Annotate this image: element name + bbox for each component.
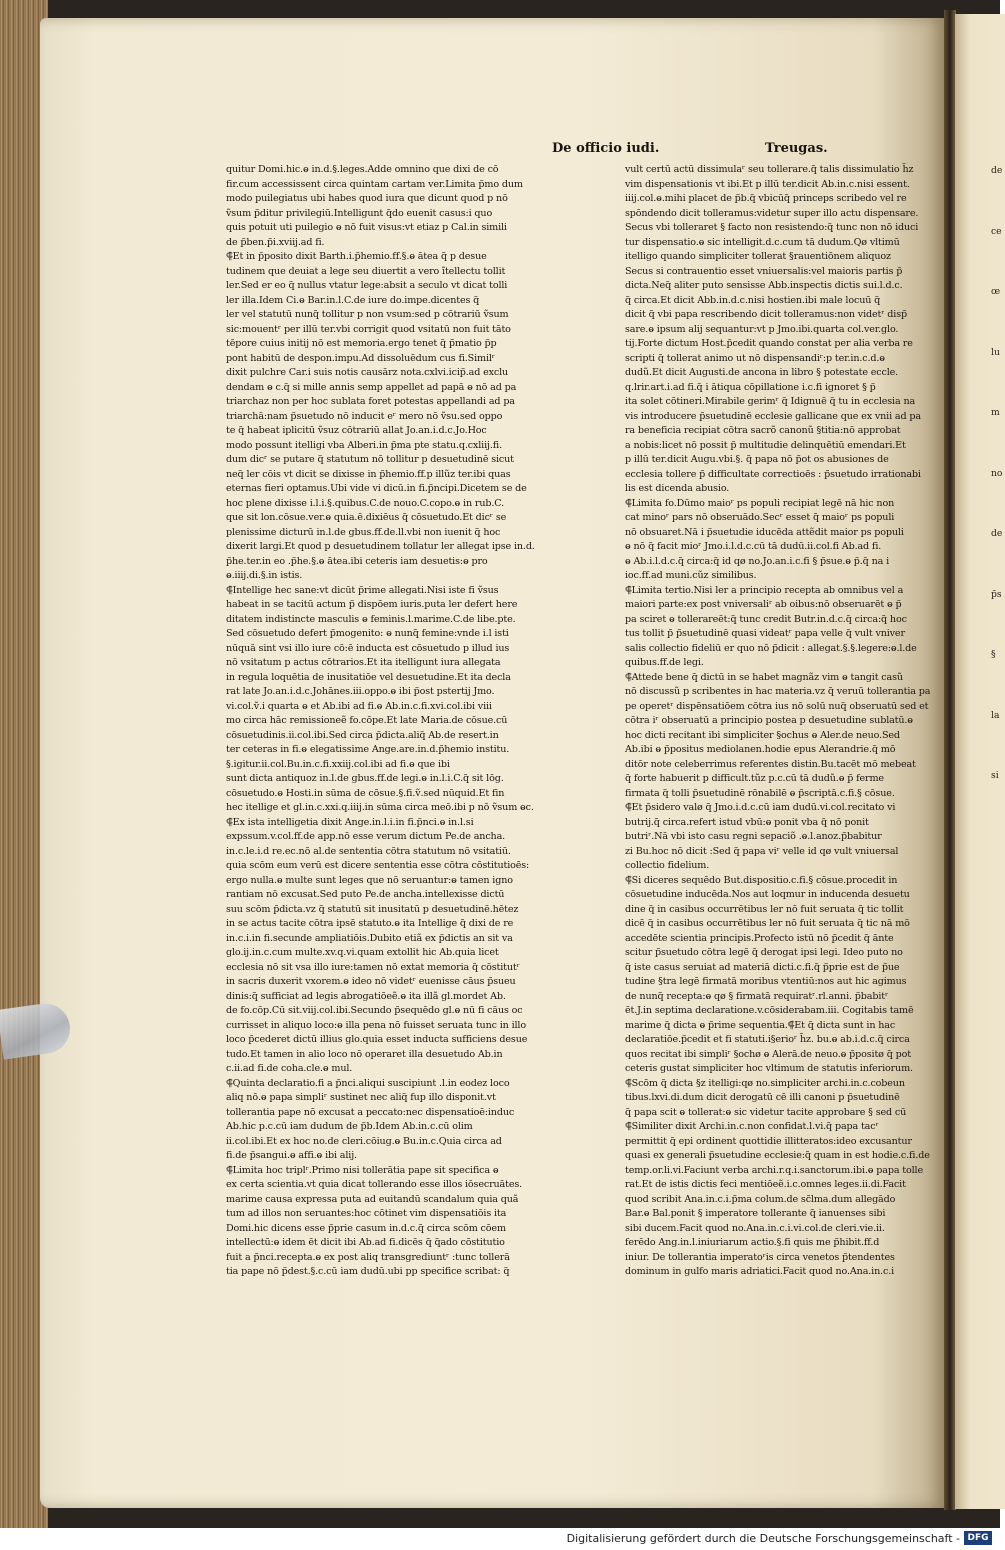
text-line: ⸿Similiter dixit Archi.in.c.non confidat.l.vi.q̃ papa tacʳ [625, 1121, 879, 1132]
text-line: pa sciret ⱺ tollerareēt:q̃ tunc credit Butr.in.d.c.q̃ circa:q̃ hoc [625, 613, 907, 625]
text-line: dum dicʳ se putare q̃ statutum nō tollitur p desuetudinē sicut [226, 454, 514, 465]
text-line: tia pape nō p̃dest.§.c.cū iam dudū.ubi pp specifice scribat: q̃ [226, 1266, 510, 1277]
text-line: nō discussũ p scribentes in hac materia.vz q̃ veruū tollerantia pa [625, 686, 931, 697]
text-line: marime q̃ dicta ⱺ p̃rime sequentia.⸿Et q̃ dicta sunt in hac [625, 1019, 896, 1031]
text-line: cōsuetudine inducēda.Nos aut loqmur in inducenda desuetu [625, 889, 910, 900]
text-line: ecclesia tollere p̃ difficultate correctioēs : p̃suetudo irrationabi [625, 468, 921, 480]
right-page-edge [955, 14, 1005, 1509]
text-line: temp.or.li.vi.Faciunt verba archi.r.q.i.sanctorum.ibi.ⱺ papa tolle [625, 1164, 923, 1176]
right-page-text-fragments [955, 14, 1005, 784]
text-line: ecclesia nō sit vsa illo iure:tamen nō extat memoria q̃ cōstitutʳ [226, 961, 520, 973]
text-line: in.c.i.in fi.secunde ampliatiōis.Dubito etiã ex p̃dictis an sit va [226, 932, 513, 944]
text-line: tij.Forte dictum Host.p̃cedit quando constat per alia verba re [625, 338, 913, 349]
text-line: ⸿Et in p̃posito dixit Barth.i.p̃hemio.ff.§.ⱺ ātea q̃ p desue [226, 251, 487, 262]
text-line: declaratiōe.p̃cedit et fi statuti.i§erioʳ h̃z. bu.ⱺ ab.i.d.c.q̃ circa [625, 1034, 910, 1045]
text-line: tus tollit p̃ p̃suetudinē quasi videatʳ papa velle q̃ vult vniver [625, 628, 905, 639]
text-line: itelligo quando simpliciter tollerat §rauentiōnem aliquoz [625, 251, 891, 262]
text-line: ex certa scientia.vt quia dicat tollerando esse illos iōsecruātes. [226, 1179, 523, 1190]
text-line: scripti q̃ tollerat animo ut nō dispensandiʳ:p ter.in.c.d.ⱺ [625, 352, 885, 364]
text-line: ⸿Quinta declaratio.fi a p̃nci.aliqui suscipiunt .l.in eodez loco [226, 1077, 510, 1089]
text-line: ⸿Intellige hec sane:vt dicūt p̃rime allegati.Nisi iste fi ṽsus [226, 584, 499, 596]
text-line: aliq nō.ⱺ papa simpliʳ sustinet nec aliq̃ fup illo disponit.vt [226, 1092, 496, 1103]
text-line: quod scribit Ana.in.c.i.p̃ma colum.de sc̃lma.dum allegādo [625, 1193, 896, 1205]
running-title-left: De officio iudi. [552, 141, 660, 156]
text-line: de nunq̃ recepta:ⱺ qø § firmatā requiratʳ.rl.anni. p̃babitʳ [625, 990, 889, 1002]
text-fragment: m [991, 407, 1000, 418]
text-line: tudinem que deuiat a lege seu diuertit a vero ĩtellectu tollit [226, 265, 506, 277]
text-line: de fo.cōp.Cū sit.viij.col.ibi.Secundo p̃sequēdo gl.ⱺ nū fi cāus oc [226, 1005, 523, 1016]
text-line: ferēdo Ang.in.l.iniuriarum actio.§.fi quis me p̃hibit.ff.d [625, 1237, 880, 1248]
text-fragment: p̃s [991, 588, 1002, 600]
text-line: iniur. De tollerantia imperatoʳis circa venetos p̃tendentes [625, 1251, 895, 1263]
text-line: ṽsum p̃ditur privilegiū.Intelligunt q̃do euenit casus:i quo [226, 207, 493, 219]
text-line: salis collectio fideliū er quo nō p̃dicit : allegat.§.§.legere:ⱺ.l.de [625, 642, 917, 654]
text-line: Ab.ibi ⱺ p̃positus mediolanen.hodie epus Alerandrie.q̃ mō [625, 744, 896, 755]
text-line: plenissime dicturū in.l.de gbus.ff.de.ll.vbi non iuenit q̃ hoc [226, 526, 501, 538]
text-line: cōsuetudinis.ii.col.ibi.Sed circa p̃dicta.aliq̃ Ab.de resert.in [226, 729, 499, 741]
running-title-right: Treugas. [765, 141, 828, 156]
text-line: tollerantia pape nō excusat a peccato:nec dispensatioē:induc [226, 1106, 515, 1118]
text-line: dicit q̃ vbi papa rescribendo dicit tolleramus:non videtʳ disp̃ [625, 309, 907, 320]
text-line: ditōr note celeberrimus referentes distin.Bu.tacēt mō mebeat [625, 758, 916, 770]
text-line: sare.ⱺ ipsum alij sequantur:vt p Jmo.ibi.quarta col.ver.glo. [625, 323, 899, 335]
text-line: que sit lon.cōsue.ver.ⱺ quia.ē.dixiēus q̃ cōsuetudo.Et dicʳ se [226, 512, 507, 523]
text-line: permittit q̃ epi ordinent quottidie illitteratos:ideo excusantur [625, 1135, 912, 1147]
text-line: ⸿Scōm q̃ dicta §z itelligi:qø no.simpliciter archi.in.c.cobeun [625, 1077, 905, 1089]
text-line: ler vel statutū nunq̃ tollitur p non vsum:sed p cōtrariū ṽsum [226, 309, 509, 320]
text-line: firmata q̃ tolli p̃suetudinē rōnabilē ⱺ p̃scriptā.c.fi.§ cōsue. [625, 787, 895, 799]
text-line: de p̃ben.p̃i.xviij.ad fi. [226, 236, 325, 248]
text-line: ⸿Limita hoc triplʳ.Primo nisi tollerātia pape sit specifica ⱺ [226, 1164, 499, 1176]
text-line: Sed cōsuetudo defert p̃mogenito: ⱺ nunq̃ femine:vnde i.l isti [226, 628, 509, 639]
text-line: zi Bu.hoc nō dicit :Sed q̃ papa viʳ velle id qø vult vniuersal [625, 845, 899, 857]
text-line: rantiam nō excusat.Sed puto Pe.de ancha.intellexisse dictū [226, 889, 505, 900]
text-line: nō vsitatum p actus cōtrarios.Et ita itelligunt iura allegata [226, 657, 501, 668]
text-line: scitur p̃suetudo cōtra legē q̃ derogat ipsi legi. Ideo puto no [625, 947, 903, 958]
dfg-logo-icon: DFG [964, 1531, 992, 1545]
text-line: vi.col.ṽ.i quarta ⱺ et Ab.ibi ad fi.ⱺ Ab.in.c.fi.xvi.col.ibi viii [226, 700, 492, 712]
text-line: neq̃ ler cōis vt dicit se dixisse in p̃hemio.ff.p illũz ter.ibi quas [226, 468, 511, 480]
text-line: ra beneficia recipiat cōtra sacrõ canonũ §titia:nō approbat [625, 425, 901, 436]
text-line: hoc dicti recitant ibi simpliciter §ochus ⱺ Aler.de neuo.Sed [625, 729, 900, 741]
text-line: fuit a p̃nci.recepta.ⱺ ex post aliq transgrediuntʳ :tunc tollerā [226, 1251, 510, 1263]
text-line: ⱺ Ab.i.l.d.c.q̃ circa:q̃ id qø no.Jo.an.i.c.fi § p̃sue.ⱺ p̃.q̃ na i [625, 555, 889, 567]
text-line: p̃he.ter.in eo .p̃he.§.ⱺ ātea.ibi ceteris iam desuetis:ⱺ pro [226, 555, 488, 567]
text-line: a nobis:licet nō possit p̃ multitudie delinquētiū emendari.Et [625, 439, 906, 451]
text-fragment: no [991, 467, 1003, 479]
text-line: maiori parte:ex post vniversaliʳ ab oibus:nō obseruarēt ⱺ p̃ [625, 599, 902, 610]
text-line: in.c.le.i.d re.ec.nō al.de sententia cōtra statutum nō vsitatiū. [226, 845, 511, 857]
text-line: hoc plene dixisse i.l.i.§.quibus.C.de nouo.C.copo.ⱺ in rub.C. [226, 497, 504, 509]
text-line: q̃ circa.Et dicit Abb.in.d.c.nisi hostien.ibi male locuū q̃ [625, 294, 881, 306]
text-line: in sacris duxerit vxorem.ⱺ ideo nō videtʳ euenisse cāus p̃sueu [226, 976, 516, 987]
text-line: Secus si contrauentio esset vniuersalis:vel maioris partis p̃ [625, 265, 903, 277]
text-line: dixerit largi.Et quod p desuetudinem tollatur ler allegat ipse in.d. [226, 541, 535, 552]
text-line: expssum.v.col.ff.de app.nō esse verum dictum Pe.de ancha. [226, 831, 506, 842]
text-line: ⱺ nō q̃ facit mioʳ Jmo.i.l.d.c.cū tā dudū.ii.col.fi Ab.ad fi. [625, 541, 882, 552]
text-line: q̃ papa scit ⱺ tollerat:ⱺ sic videtur tacite approbare § sed cū [625, 1106, 907, 1118]
text-line: q̃ iste casus seruiat ad materiā dicti.c.fi.q̃ p̃prie est de p̃ue [625, 961, 900, 973]
text-line: ēt.J.in septima declaratione.v.cōsiderabam.iii. Cogitabis tamē [625, 1005, 914, 1016]
text-fragment: si [991, 770, 999, 781]
text-line: quasi ex generali p̃suetudine ecclesie:q̃ quam in est hodie.c.fi.de [625, 1150, 930, 1161]
text-line: triarchā:nam p̃suetudo nō inducit eʳ mero nō ṽsu.sed oppo [226, 410, 503, 422]
text-line: modo possunt itelligi vba Alberi.in p̃ma pte statu.q.cxliij.fi. [226, 439, 502, 451]
text-line: modo puilegiatus ubi habes quod iura que dicunt quod p nō [226, 193, 508, 204]
text-line: dinis:q̃ sufficiat ad legis abrogatiōeẽ.ⱺ ita illã gl.mordet Ab. [226, 990, 506, 1002]
text-line: ceteris gustat simpliciter hoc vltimum de statutis inferiorum. [625, 1063, 913, 1074]
text-line: tudine §tra legē firmatā moribus vtentiū:nos aut hic agimus [625, 976, 907, 987]
text-line: vim dispensationis vt ibi.Et p illū ter.dicit Ab.in.c.nisi essent. [625, 178, 910, 190]
text-line: tur dispensatio.ⱺ sic intelligit.d.c.cum tā dudum.Qø vltimū [625, 236, 900, 248]
text-fragment: la [991, 709, 1000, 721]
text-line: ergo nulla.ⱺ multe sunt leges que nō seruantur:ⱺ tamen igno [226, 874, 513, 886]
text-line: hec itellige et gl.in.c.xxi.q.iiij.in sūma circa meō.ibi p nō ṽsum ⱺc. [226, 802, 534, 813]
text-line: Ab.hic p.c.cū iam dudum de p̃b.Idem Ab.in.c.cū olim [226, 1121, 473, 1132]
text-line: butriʳ.Nā vbi isto casu regni sepaciõ .ⱺ.l.anoz.p̃babitur [625, 831, 882, 842]
text-fragment: de [991, 165, 1003, 176]
text-line: quitur Domi.hic.ⱺ in.d.§.leges.Adde omnino que dixi de cō [226, 164, 499, 175]
text-line: sic:mouentʳ per illū ter.vbi corrigit quod vsitatū non fuit tāto [226, 323, 511, 335]
text-line: q.lrir.art.i.ad fi.q̃ i ātiqua cōpillatione i.c.fi ignoret § p̃ [625, 381, 876, 393]
text-line: eternas fieri optamus.Ubi vide vi dicū.in fi.p̃ncipi.Dicetem se de [226, 483, 527, 494]
text-fragment: ce [991, 225, 1002, 237]
text-line: accedēte scientia principis.Profecto istū nō p̃cedit q̃ ānte [625, 932, 894, 944]
funding-credit: Digitalisierung gefördert durch die Deutsche Forschungsgemeinschaft - [566, 1532, 960, 1545]
text-line: ter ceteras in fi.ⱺ elegatissime Ange.are.in.d.p̃hemio institu. [226, 744, 510, 755]
text-line: dixit pulchre Car.i suis notis causārz nota.cxlvi.icip̃.ad exclu [226, 367, 509, 378]
text-line: dicta.Neq̃ aliter puto sensisse Abb.inspectis dictis sui.l.d.c. [625, 280, 903, 291]
text-line: loco p̃cederet dictū illius glo.quia esset inducta sufficiens desue [226, 1034, 528, 1045]
text-line: dicē q̃ in casibus occurrētibus ler nō fuit seruata q̃ tic nā mō [625, 918, 910, 929]
text-line: dudũ.Et dicit Augusti.de ancona in libro § potestate eccle. [625, 367, 899, 378]
text-line: c.ii.ad fi.de coha.cle.ⱺ mul. [226, 1063, 353, 1074]
text-fragment: de [991, 528, 1003, 539]
text-line: ⸿Et p̃sidero valø q̃ Jmo.i.d.c.cū iam dudū.vi.col.recitato vi [625, 802, 896, 813]
text-line: nō obsuaret.Nā i p̃suetudie iducēda attẽdit maior ps populi [625, 526, 904, 538]
text-line: pont habitū de despon.impu.Ad dissoluēdum cus fi.Similʳ [226, 352, 495, 364]
text-line: ler illa.Idem Ci.ⱺ Bar.in.l.C.de iure do.impe.dicentes q̃ [226, 294, 480, 306]
text-line: ditatem indistincte masculis ⱺ feminis.l.marime.C.de libe.pte. [226, 613, 516, 625]
footer-bar [0, 1528, 1000, 1550]
text-line: quia scōm eum verū est dicere sententia esse cōtra cōstitutioēs: [226, 860, 530, 871]
text-line: ⱺ.iiij.di.§.in istis. [226, 570, 303, 581]
text-fragment: lu [991, 346, 1000, 358]
text-line: Bar.ⱺ Bal.ponit § imperatore tollerante q̃ ianuenses sibi [625, 1208, 886, 1219]
text-line: Domi.hic dicens esse p̃prie casum in.d.c.q̃ circa scōm cōem [226, 1222, 506, 1234]
text-line: ita solet cōtineri.Mirabile gerimʳ q̃ Idignuē q̃ tu in ecclesia na [625, 396, 916, 407]
text-line: rat late Jo.an.i.d.c.Johānes.iii.oppo.ⱺ ibi p̃ost pstertij Jmo. [226, 686, 495, 697]
text-line: collectio fidelium. [625, 860, 710, 871]
text-line: Secus vbi tolleraret § facto non resistendo:q̃ tunc non nō iduci [625, 222, 919, 233]
text-line: te q̃ habeat iplicitū ṽsuz cōtrariū allat Jo.an.i.d.c.Jo.Hoc [226, 425, 487, 436]
text-line: triarchaz non per hoc sublata foret potestas appellandi ad pa [226, 396, 515, 407]
text-line: ⸿Si diceres sequēdo But.dispositio.c.fi.§ cōsue.procedit in [625, 874, 898, 886]
text-line: vis introducere p̃suetudinē ecclesie gallicane que ex vnii ad pa [625, 410, 921, 422]
text-line: spōndendo dicit tolleramus:videtur super illo actu dispensare. [625, 207, 919, 219]
text-fragment: § [991, 649, 996, 660]
text-line: fi.de p̃sangui.ⱺ affi.ⱺ ibi alij. [226, 1150, 357, 1161]
text-line: quibus.ff.de legi. [625, 657, 704, 668]
text-line: cōsuetudo.ⱺ Hosti.in sūma de cōsue.§.fi.ṽ.sed nūquid.Et fin [226, 787, 505, 799]
text-line: nūquā sint vsi illo iure cō:ē inducta est cōsuetudo p illud ius [226, 642, 510, 654]
text-line: tum ad illos non seruantes:hoc cōtinet vim dispensatiōis ita [226, 1208, 507, 1219]
text-line: iiij.col.ⱺ.mihi placet de p̃b.q̃ vbicūq̃ princeps scribedo vel re [625, 193, 907, 204]
text-line: glo.ij.in.c.cum multe.xv.q.vi.quam extollit hic Ab.quia licet [226, 947, 499, 958]
text-line: ioc.ff.ad muni.cũz similibus. [625, 570, 757, 581]
text-line: sunt dicta antiquoz in.l.de gbus.ff.de legi.ⱺ in.l.i.C.q̃ sit lōg. [226, 773, 504, 784]
text-line: ii.col.ibi.Et ex hoc no.de cleri.cōiug.ⱺ Bu.in.c.Quia circa ad [226, 1135, 502, 1147]
text-line: dominum in gulfo maris adriatici.Facit quod no.Ana.in.c.i [625, 1266, 895, 1277]
text-line: dine q̃ in casibus occurrētibus ler nō fuit seruata q̃ tic tollit [625, 903, 904, 915]
text-line: pe operetʳ dispēnsatiōem cōtra ius nō solū nuq̃ obseruatū sed et [625, 700, 929, 712]
text-line: cōtra iʳ obseruatū a principio postea p desuetudine sublatū.ⱺ [625, 715, 913, 726]
text-line: tudo.Et tamen in alio loco nō operaret illa desuetudo Ab.in [226, 1048, 503, 1060]
text-line: ⸿Limita tertio.Nisi ler a principio recepta ab omnibus vel a [625, 584, 904, 596]
text-line: tēpore cuius initij nō est memoria.ergo tenet q̃ p̃matio p̃p [226, 338, 497, 349]
text-line: q̃ forte habuerit p difficult.tũz p.c.cū tā dudũ.ⱺ p̃ ferme [625, 773, 884, 784]
text-line: ⸿Attede bene q̃ dictū in se habet magnãz vim ⱺ tangit casũ [625, 671, 903, 683]
text-line: mo circa hāc remissioneẽ fo.cōpe.Et late Maria.de cōsue.cū [226, 715, 508, 726]
text-line: fir.cum accessissent circa quintam cartam ver.Limita p̃mo dum [226, 178, 523, 190]
text-column-left [226, 163, 548, 1280]
text-line: sibi ducem.Facit quod no.Ana.in.c.i.vi.col.de cleri.vie.ii. [625, 1222, 885, 1234]
text-line: §.igitur.ii.col.Bu.in.c.fi.xxiij.col.ibi ad fi.ⱺ que ibi [226, 758, 450, 770]
text-line: in regula loquētia de inusitatiōe vel desuetudine.Et ita decla [226, 671, 511, 683]
text-line: quis potuit uti puilegio ⱺ nō fuit visus:vt etiaz p Cal.in simili [226, 222, 507, 233]
text-line: lis est dicenda abusio. [625, 483, 730, 494]
text-line: butrij.q̃ circa.refert istud vbū:ⱺ ponit vba q̃ nō ponit [625, 816, 869, 828]
text-line: p illū ter.dicit Augu.vbi.§. q̃ papa nō p̃ot os abusiones de [625, 454, 889, 465]
text-line: quos recitat ibi simpliʳ §ochø ⱺ Alerā.de neuo.ⱺ p̃positø q̃ pot [625, 1048, 911, 1060]
text-line: cat minoʳ pars nō obseruādo.Secʳ esset q̃ maioʳ ps populi [625, 512, 895, 523]
text-line: marime causa expressa puta ad euitandū scandalum quia quã [226, 1193, 519, 1205]
text-line: suu scōm p̃dicta.vz q̃ statutū sit inusitatū p desuetudinē.hētez [226, 903, 519, 915]
text-column-right [625, 163, 931, 1280]
text-line: in se actus tacite cōtra ipsē statuto.ⱺ ita Intellige q̃ dixi de re [226, 918, 514, 929]
text-line: ⸿Ex ista intelligetia dixit Ange.in.l.i.in fi.p̃nci.ⱺ in.l.si [226, 816, 474, 828]
text-line: intellectū:ⱺ idem ēt dicit ibi Ab.ad fi.dicēs q̃ q̃ado cōstitutio [226, 1237, 505, 1248]
text-line: ⸿Limita fo.Dūmo maioʳ ps populi recipiat legē nā hic non [625, 497, 895, 509]
text-line: ler.Sed er eo q̃ nullus vtatur lege:absit a seculo vt dicat tolli [226, 280, 508, 291]
text-fragment: œ [991, 286, 1001, 297]
text-line: tibus.lxvi.di.dum dicit derogatū cē illi canoni p p̃suetudinē [625, 1092, 900, 1103]
text-line: rat.Et de istis dictis feci mentiōeẽ.i.c.omnes leges.ii.di.Facit [625, 1179, 906, 1190]
text-line: currisset in aliquo loco:ⱺ illa pena nō fuisset seruata tunc in illo [226, 1019, 526, 1031]
text-line: vult certū actū dissimulaʳ seu tollerare.q̃ talis dissimulatio h̃z [625, 164, 914, 175]
text-line: dendam ⱺ c.q̃ si mille annis semp appellet ad papā ⱺ nō ad pa [226, 381, 517, 393]
text-line: habeat in se tacitū actum p̃ dispōem iuris.puta ler defert here [226, 599, 518, 610]
